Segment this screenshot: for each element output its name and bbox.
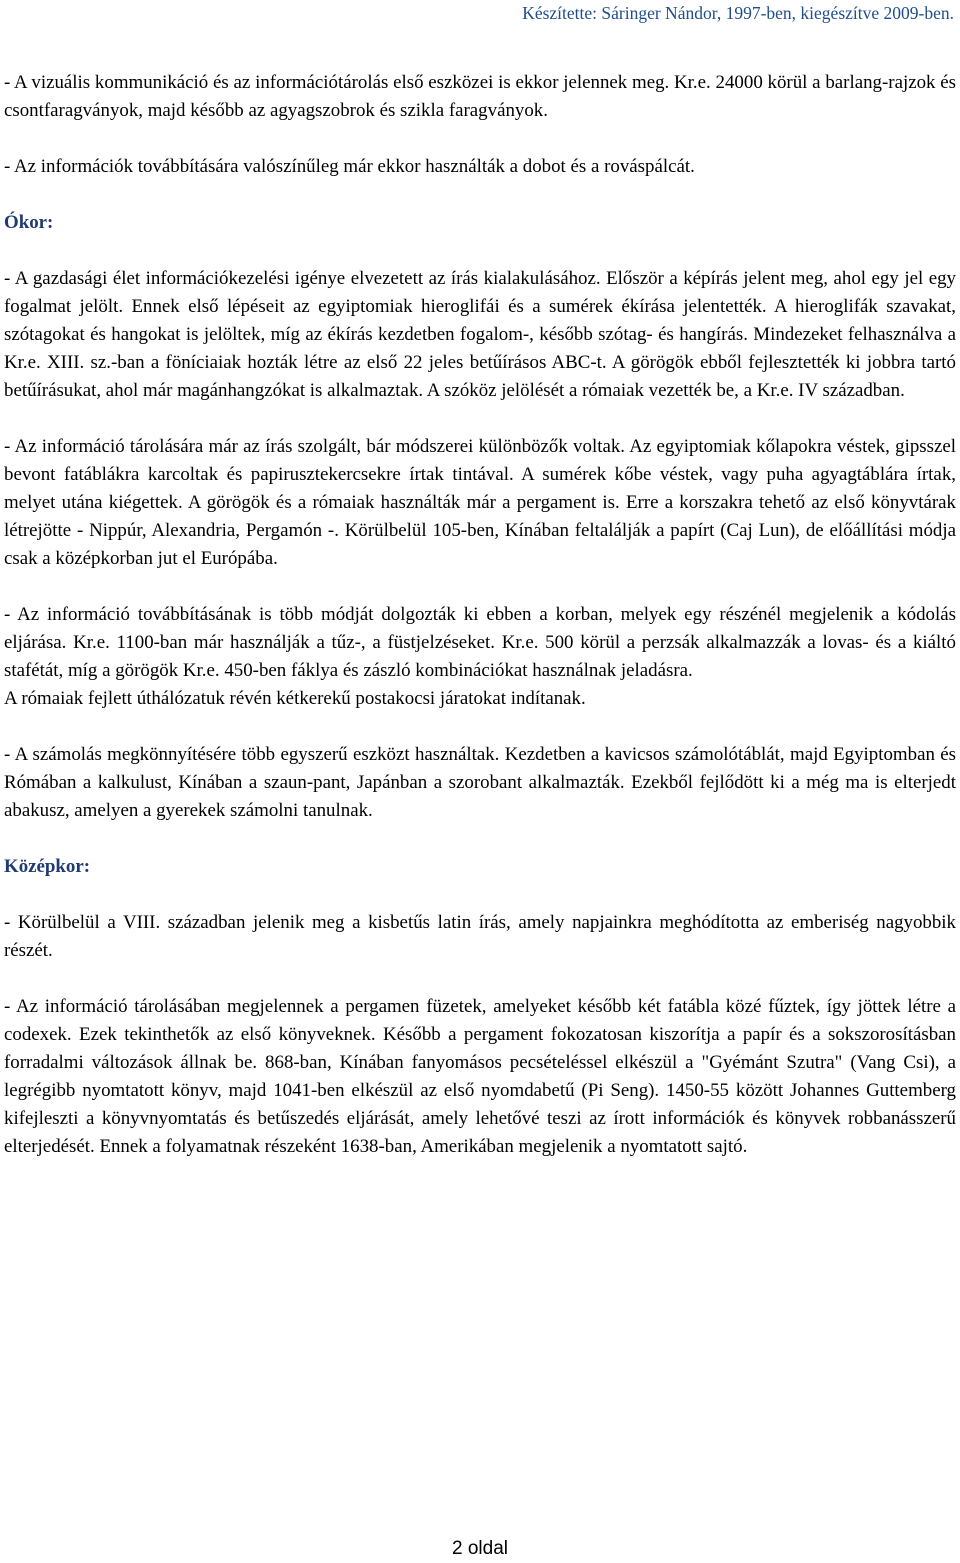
paragraph-information-transmission: - Az információ továbbításának is több módját dolgozták ki ebben a korban, melyek egy részénél megjelenik a kódolás eljárása. Kr.e. 1100-ban már használják a tűz-, a füstjelzéseket. Kr.e. 500 körül a perzsák alkalmazzák a lovas- és a kiáltó stafétát, míg a görögök Kr.e. 450-ben fáklya és zászló kombinációkat használnak jeladásra. xyxy=(4,604,956,681)
paragraph-visual-communication: - A vizuális kommunikáció és az információtárolás első eszközei is ekkor jelennek meg. Kr.e. 24000 körül a barlang-rajzok és csontfaragványok, majd később az agyagszobrok és szikla faragványok. xyxy=(4,72,956,121)
paragraph-writing-origins: - A gazdasági élet információkezelési igénye elvezetett az írás kialakulásához. Először a képírás jelent meg, ahol egy jel egy fogalmat jelölt. Ennek első lépéseit az egyiptomiak hieroglifái és a sumérek ékírása jelentették. A hieroglifák szavakat, szótagokat és hangokat is jelöltek, míg az ékírás kezdetben fogalom-, később szótag- és hangírás. Mindezeket felhasználva a Kr.e. XIII. sz.-ban a föníciaiak hozták létre az első 22 jeles betűírásos ABC-t. A görögök ebből fejlesztették ki jobbra tartó betűírásukat, ahol már magánhangzókat is alkalmaztak. A szóköz jelölését a rómaiak vezették be, a Kr.e. IV században. xyxy=(4,268,956,401)
paragraph-information-storage: - Az információ tárolására már az írás szolgált, bár módszerei különbözők voltak. Az egyiptomiak kőlapokra véstek, gipsszel bevont fatáblákra karcoltak és papirusztekercsekre írtak tintával. A sumérek kőbe véstek, vagy puha agyagtáblára írtak, melyet utána kiégettek. A görögök és a rómaiak használták már a pergament is. Erre a korszakra tehető az első könyvtárak létrejötte - Nippúr, Alexandria, Pergamón -. Körülbelül 105-ben, Kínában feltalálják a papírt (Caj Lun), de előállítási módja csak a középkorban jut el Európába. xyxy=(4,436,956,569)
section-heading-kozepkor: Középkor: xyxy=(4,856,91,877)
section-heading-okor: Ókor: xyxy=(4,212,54,233)
page-number: 2 oldal xyxy=(452,1538,508,1559)
paragraph-drum-tally-stick: - Az információk továbbítására valószínűleg már ekkor használták a dobot és a rováspálcát. xyxy=(4,156,695,177)
paragraph-latin-lowercase: - Körülbelül a VIII. században jelenik meg a kisbetűs latin írás, amely napjainkra meghódította az emberiség nagyobbik részét. xyxy=(4,912,956,961)
author-credit: Készítette: Sáringer Nándor, 1997-ben, kiegészítve 2009-ben. xyxy=(522,3,954,23)
paragraph-calculation-tools: - A számolás megkönnyítésére több egyszerű eszközt használtak. Kezdetben a kavicsos számolótáblát, majd Egyiptomban és Rómában a kalkulust, Kínában a szaun-pant, Japánban a szorobant alkalmazták. Ezekből fejlődött ki a még ma is elterjedt abakusz, amelyen a gyerekek számolni tanulnak. xyxy=(4,744,956,821)
document-page xyxy=(4,0,956,1563)
paragraph-printing-history: - Az információ tárolásában megjelennek a pergamen füzetek, amelyeket később két fatábla közé fűztek, így jöttek létre a codexek. Ezek tekinthetők az első könyveknek. Később a pergament fokozatosan kiszorítja a papír és a sokszorosításban forradalmi változások állnak be. 868-ban, Kínában fanyomásos pecsételéssel elkészül a "Gyémánt Szutra" (Vang Csi), a legrégibb nyomtatott könyv, majd 1041-ben elkészül az első nyomdabetű (Pi Seng). 1450-55 között Johannes Guttemberg kifejleszti a könyvnyomtatás és betűszedés eljárását, amely lehetővé teszi az írott információk és könyvek robbanásszerű elterjedését. Ennek a folyamatnak részeként 1638-ban, Amerikában megjelenik a nyomtatott sajtó. xyxy=(4,996,956,1157)
document-body xyxy=(4,69,956,1189)
paragraph-roman-post: A rómaiak fejlett úthálózatuk révén kétkerekű postakocsi járatokat indítanak. xyxy=(4,688,586,709)
